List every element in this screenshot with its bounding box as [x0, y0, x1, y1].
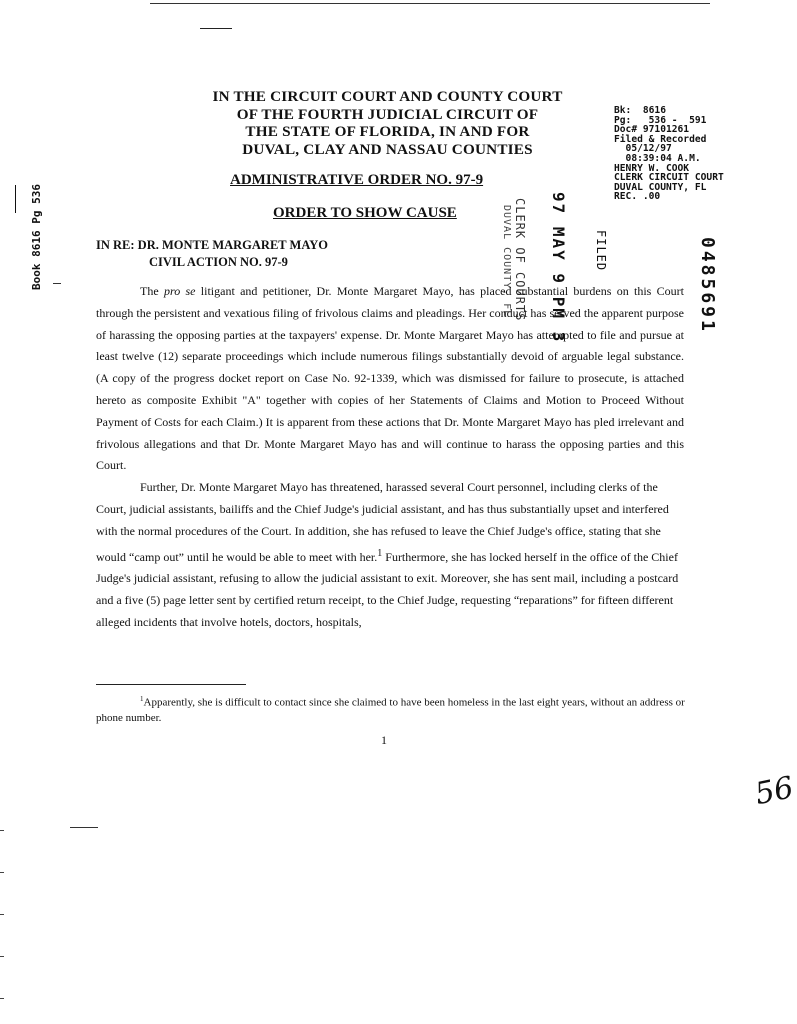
filed-date-stamp: 97 MAY 9 PM 3 [549, 192, 568, 344]
stamp-line: REC. .00 [614, 191, 661, 203]
margin-tick [0, 914, 4, 915]
order-body [96, 281, 684, 634]
filed-stamp: FILED [594, 230, 608, 272]
footnote-separator [96, 684, 246, 685]
text-run: The [140, 284, 164, 298]
margin-tick [0, 956, 4, 957]
in-re-party: IN RE: DR. MONTE MARGARET MAYO [96, 238, 328, 252]
top-edge-line [150, 3, 710, 4]
stamp-line: 08:39:04 A.M. [614, 152, 701, 164]
footnote-text: Apparently, she is difficult to contact since she claimed to have been homeless in the last eight years, without an address or phone number. [96, 696, 685, 724]
document-number-stamp: 0485691 [697, 237, 718, 334]
stamp-line: DUVAL COUNTY, FL [614, 181, 707, 193]
stamp-line: Pg: 536 - 591 [614, 114, 707, 126]
stamp-line: Bk: 8616 [614, 105, 666, 116]
stamp-line: CLERK CIRCUIT COURT [614, 172, 724, 184]
footnote-reference: 1 [377, 547, 383, 559]
text-run: litigant and petitioner, Dr. Monte Margaret Mayo, has placed substantial burdens on this Court through the persistent and vexatious filing of frivolous claims and pleadings. Her conduct has served the apparent purpose of harassing the opposing parties at the taxpayers' expense. Dr. Monte Margaret Mayo has attempted to file and pursue at least twelve (12) separate proceedings which include numerous filings substantially devoid of arguable legal substance. (A copy of the progress docket report on Case No. 92-1339, which was dismissed for failure to prosecute, is attached hereto as composite Exhibit "A" together with copies of her Statements of Claims and Motion to Proceed Without Payment of Costs for each Claim.) It is apparent from these actions that Dr. Monte Margaret Mayo has pled irrelevant and frivolous allegations and that Dr. Monte Margaret Mayo has and will continue to harass the opposing parties and this Court. [96, 284, 684, 473]
scan-mark [200, 28, 232, 29]
stamp-line: Doc# 97101261 [614, 124, 690, 136]
page-number: 1 [381, 733, 387, 747]
stamp-line: 05/12/97 [614, 143, 672, 155]
italic-term: pro se [163, 284, 196, 298]
clerk-stamp: CLERK OF COURTS [513, 198, 527, 322]
stamp-line: Filed & Recorded [614, 133, 707, 145]
county-stamp: DUVAL COUNTY, FL [501, 205, 512, 318]
recording-stamp [614, 106, 724, 202]
text-run: Furthermore, she has locked herself in the office of the Chief Judge's judicial assistant, refusing to allow the judicial assistant to exit. Moreover, she has sent mail, including a postcard and a five (5) page letter sent by certified return receipt, to the Chief Judge, requesting “reparations” for fifteen different alleged incidents that involve hotels, doctors, hospitals, [96, 549, 679, 629]
court-line: OF THE FOURTH JUDICIAL CIRCUIT OF [236, 105, 539, 123]
text-run: Further, Dr. Monte Margaret Mayo has threatened, harassed several Court personnel, including clerks of the Court, judicial assistants, bailiffs and the Chief Judge's judicial assistant, and has thus substantially upset and interfered with the normal procedures of the Court. In addition, she has refused to leave the Chief Judge's office, stating that she would “camp out” until he would be able to meet with her. [96, 480, 669, 564]
footnote-marker: 1 [140, 695, 144, 703]
paragraph-1 [96, 281, 684, 477]
administrative-order-title: ADMINISTRATIVE ORDER NO. 97-9 [230, 172, 484, 188]
book-page-label: Book 8616 Pg 536 [30, 184, 43, 290]
scan-mark [70, 827, 98, 828]
court-line: IN THE CIRCUIT COURT AND COUNTY COURT [212, 88, 563, 105]
civil-action-number: CIVIL ACTION NO. 97-9 [149, 255, 288, 269]
margin-bar [15, 185, 16, 213]
margin-dash [53, 283, 61, 284]
order-title: ORDER TO SHOW CAUSE [273, 205, 457, 221]
margin-tick [0, 872, 4, 873]
paragraph-2 [96, 477, 684, 634]
margin-tick [0, 830, 4, 831]
footnote [96, 692, 686, 726]
margin-tick [0, 998, 4, 999]
handwritten-initials: 56 [752, 770, 797, 813]
stamp-line: HENRY W. COOK [614, 162, 690, 174]
in-re-block [96, 237, 328, 271]
court-line: THE STATE OF FLORIDA, IN AND FOR [245, 123, 530, 141]
court-line: DUVAL, CLAY AND NASSAU COUNTIES [242, 140, 533, 158]
court-heading [160, 88, 615, 158]
